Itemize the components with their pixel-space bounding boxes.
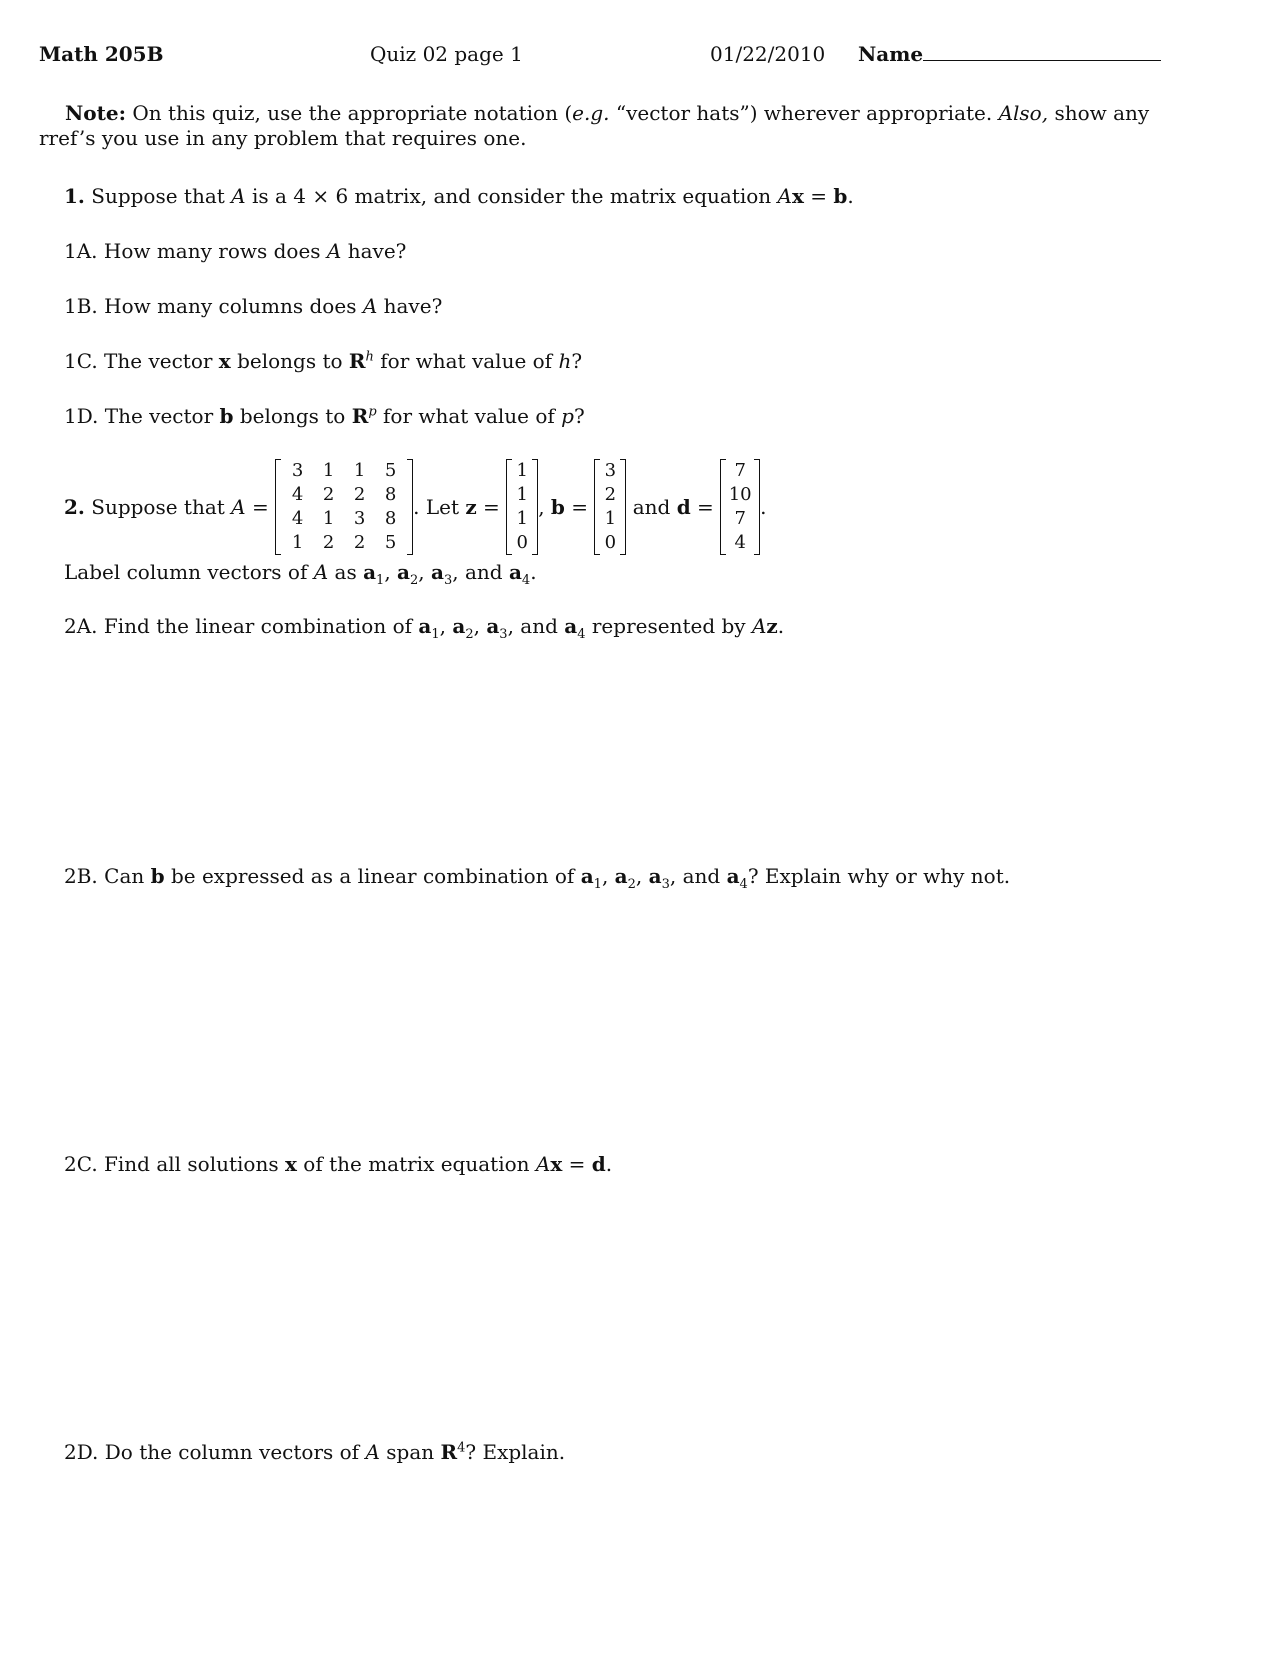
q2D-R: R [440,1440,458,1464]
q2A-a4: a [564,614,578,638]
q1B-A: A [362,294,378,318]
question-1D [64,404,585,428]
quiz-note [39,101,1169,151]
note-text-3: show any rref’s you use in any problem that requires one. [39,101,1150,150]
q1-number: 1. [64,184,85,208]
q1B-end: have? [377,294,443,318]
vector-cell: 0 [604,532,617,553]
vector-b [594,459,626,555]
vector-cell: 2 [604,484,617,505]
q2-d: d [676,495,691,519]
matrix-cell: 1 [322,460,335,481]
q1D-sup: p [368,404,377,420]
q1-text-b: is a 4 × 6 matrix, and consider the matrix equation [245,184,778,208]
q2C-eq: = [562,1152,592,1176]
matrix-cell: 4 [291,484,304,505]
col-a3: a [431,560,444,584]
q2-z: z [465,495,477,519]
q2B-text: 2B. Can [64,864,151,888]
q2-eq3: = [564,495,595,519]
note-label: Note: [65,101,126,125]
q2-comma: , [538,495,551,519]
quiz-title: Quiz 02 page 1 [370,42,523,66]
col-a2: a [397,560,411,584]
q1D-R: R [351,404,369,428]
q2B-mid: be expressed as a linear combination of [164,864,581,888]
matrix-cell: 2 [322,532,335,553]
sub-1: 1 [376,573,385,588]
q1A-A: A [326,239,342,263]
q1-eq-b: b [833,184,848,208]
q1C-var: h [558,349,572,373]
col-a1: a [363,560,377,584]
q2-A: A [231,495,246,519]
q2B-and: , and [669,864,727,888]
q1C-x: x [218,349,231,373]
q2-and-word: , and [452,560,509,584]
q1-matrix-A: A [231,184,246,208]
q2B-sub2: 2 [627,877,636,892]
q2A-sub3: 3 [499,627,508,642]
vector-z [506,459,538,555]
note-text-1: On this quiz, use the appropriate notation ( [125,101,573,125]
vector-cell: 10 [728,484,752,505]
q1D-end: for what value of [376,404,562,428]
q1D-var: p [561,404,574,428]
q2A-end: represented by [585,614,752,638]
vector-cell: 3 [604,460,617,481]
quiz-date: 01/22/2010 [710,42,826,66]
q1C-R: R [348,349,366,373]
sub-2: 2 [410,573,419,588]
matrix-cell: 3 [353,508,366,529]
sub-3: 3 [443,573,453,588]
q1C-end: for what value of [373,349,559,373]
q2B-a2: a [614,864,628,888]
q2-period: . [760,495,767,519]
q1-eq-A: A [777,184,792,208]
note-eg: e.g. [572,101,610,125]
q2B-sub4: 4 [739,877,748,892]
q2C-text: 2C. Find all solutions [64,1152,285,1176]
q2D-sup: 4 [457,1440,466,1456]
q2A-a1: a [418,614,432,638]
q1C-q: ? [571,349,583,373]
q2A-a2: a [452,614,466,638]
q1D-mid: belongs to [233,404,352,428]
q2-label-as: as [328,560,364,584]
q2B-end: ? Explain why or why not. [747,864,1011,888]
q2A-sub4: 4 [577,627,586,642]
matrix-cell: 3 [291,460,304,481]
vector-cell: 1 [516,484,528,505]
matrix-cell: 1 [291,532,304,553]
vector-cell: 7 [734,460,746,481]
q2B-sub3: 3 [661,877,670,892]
matrix-cell: 2 [353,532,366,553]
matrix-cell: 2 [353,484,366,505]
matrix-cell: 4 [291,508,304,529]
q2-eq4: = [690,495,721,519]
q2A-A: A [751,614,767,638]
matrix-cell: 5 [384,532,397,553]
q2D-A: A [365,1440,380,1464]
q1D-b: b [219,404,234,428]
q1D-q: ? [573,404,585,428]
q1-end: . [847,184,854,208]
vector-cell: 4 [734,532,746,553]
q2B-a4: a [726,864,740,888]
q2C-d: d [591,1152,606,1176]
q2A-text: 2A. Find the linear combination of [64,614,419,638]
vector-cell: 0 [516,532,528,553]
q2C-x: x [284,1152,297,1176]
q2-b: b [550,495,565,519]
q1B-text: 1B. How many columns does [64,294,363,318]
question-1C [64,349,582,373]
q2B-a1: a [580,864,594,888]
vector-cell: 1 [516,460,528,481]
q2A-a3: a [486,614,500,638]
question-2 [64,457,767,557]
q2C-dot: . [605,1152,613,1176]
question-1B [64,294,442,318]
q2D-mid: span [379,1440,441,1464]
question-2B: 2B. Can b be expressed as a linear combination of $a_1$, $a_2$, $a_3$, and $a_4$? Explain why or why not. [64,864,1011,892]
q2A-sub1: 1 [431,627,440,642]
q2A-dot: . [777,614,785,638]
matrix-cell: 8 [384,508,397,529]
vector-cell: 1 [604,508,617,529]
question-2A: 2A. Find the linear combination of $a_1$, $a_2$, $a_3$, and $a_4$ represented by Az. [64,614,785,642]
question-1 [64,184,854,208]
question-1A [64,239,406,263]
q1C-mid: belongs to [230,349,349,373]
q1-text-a: Suppose that [84,184,232,208]
col-a4: a [508,560,522,584]
matrix-cell: 1 [322,508,335,529]
matrix-cell: 2 [322,484,335,505]
name-label: Name [858,42,924,66]
q2-label-text: Label column vectors of [64,560,314,584]
q2-and: and [626,495,677,519]
q2A-z: z [766,614,778,638]
q1-eq-x: x [791,184,804,208]
course-title: Math 205B [39,42,164,66]
name-field[interactable] [858,42,1161,66]
matrix-A [275,459,413,555]
matrix-cell: 1 [353,460,366,481]
q2-let: . Let [413,495,466,519]
q1C-text: 1C. The vector [64,349,219,373]
q2A-and: , and [507,614,565,638]
note-text-2: “vector hats”) wherever appropriate. [609,101,999,125]
q2-label-end: . [530,560,537,584]
q1A-end: have? [341,239,407,263]
q2B-b: b [150,864,165,888]
q2C-x2: x [550,1152,563,1176]
q2-text: Suppose that [84,495,232,519]
vector-cell: 7 [734,508,746,529]
name-blank-line[interactable] [923,42,1161,61]
q2C-A: A [535,1152,551,1176]
q1D-text: 1D. The vector [64,404,220,428]
q2C-mid: of the matrix equation [296,1152,536,1176]
q2-number: 2. [64,495,85,519]
q2-eq2: = [476,495,507,519]
q2-label-columns: Label column vectors of A as $a_1$, $a_2$, $a_3$, and $a_4$. [64,560,537,588]
q2D-text: 2D. Do the column vectors of [64,1440,366,1464]
q2-label-A: A [313,560,329,584]
q2B-sub1: 1 [593,877,602,892]
question-2C [64,1152,612,1176]
q1-eq-sign: = [803,184,834,208]
vector-d [720,459,760,555]
q1C-sup: h [365,349,374,365]
q1A-text: 1A. How many rows does [64,239,327,263]
matrix-cell: 8 [384,484,397,505]
q2D-end: ? Explain. [465,1440,566,1464]
vector-cell: 1 [516,508,528,529]
question-2D [64,1440,565,1464]
q2B-a3: a [648,864,662,888]
q2A-sub2: 2 [465,627,474,642]
sub-4: 4 [521,573,531,588]
q2-eq: = [245,495,276,519]
matrix-cell: 5 [384,460,397,481]
note-also: Also, [998,101,1049,125]
